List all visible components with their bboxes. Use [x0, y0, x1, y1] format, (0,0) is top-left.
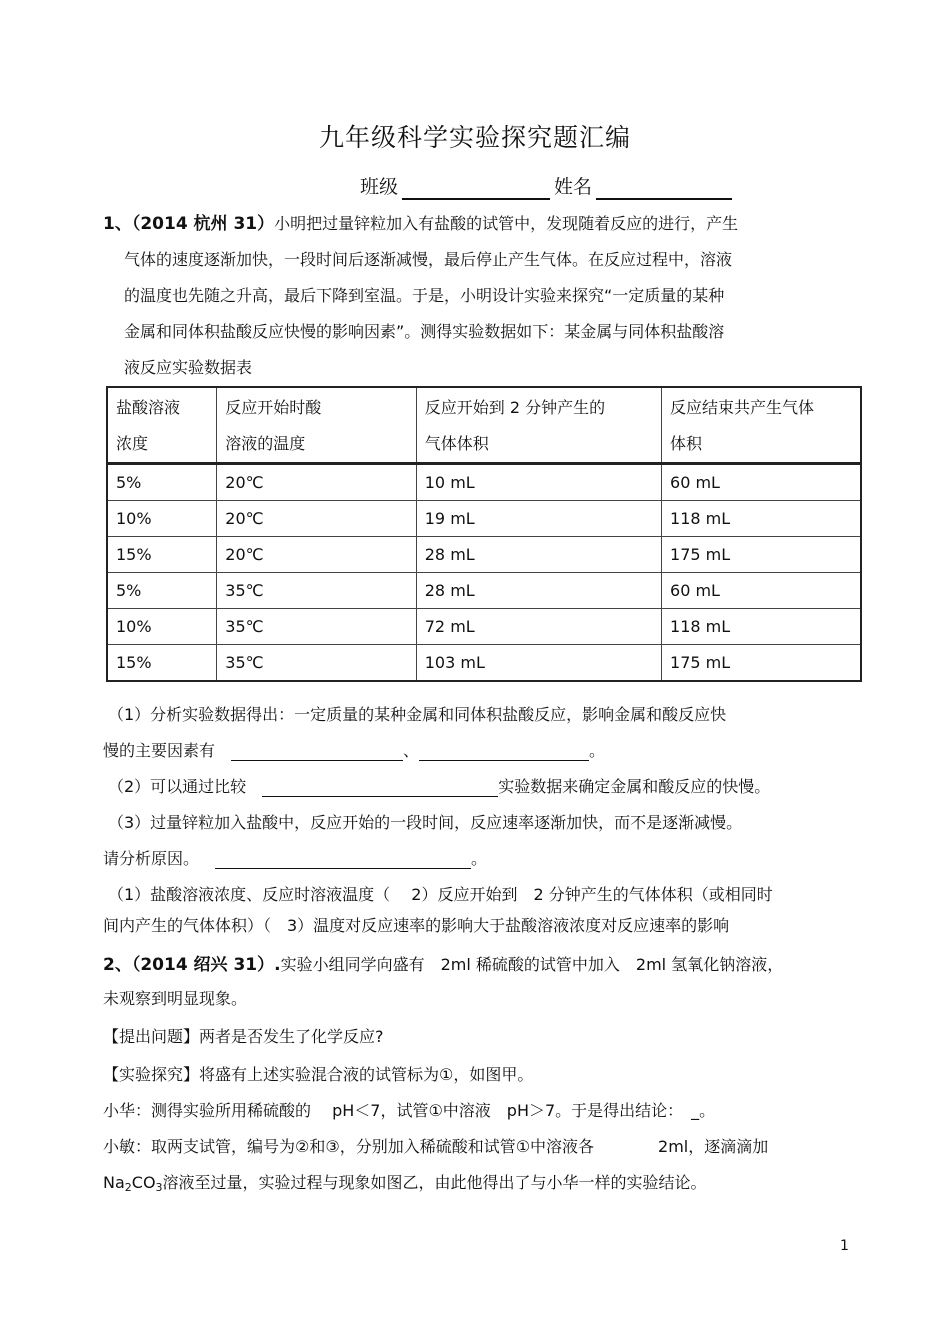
period: 。: [471, 849, 488, 868]
table-cell: 5%: [107, 573, 217, 609]
q1-number: 1、（2014 杭州 31）: [103, 214, 275, 234]
class-name-line: [360, 174, 736, 200]
table-row: [107, 573, 861, 609]
class-blank[interactable]: [402, 176, 550, 200]
table-header-cell: 反应开始时酸 溶液的温度: [217, 387, 416, 464]
q2-number: 2、（2014 绍兴 31）.: [103, 955, 281, 975]
table-cell: 5%: [107, 464, 217, 501]
table-row: [107, 537, 861, 573]
table-cell: 10 mL: [416, 464, 661, 501]
q2-line-1: [103, 955, 783, 975]
q2-xiaomin-line-2: [103, 1173, 707, 1198]
table-cell: 19 mL: [416, 501, 661, 537]
table-cell: 35℃: [217, 645, 416, 682]
q2-xiaomin: 小敏：取两支试管，编号为②和③，分别加入稀硫酸和试管①中溶液各 2ml，逐滴滴加: [103, 1137, 769, 1156]
q2-xiaohua: 小华：测得实验所用稀硫酸的 pH＜7，试管①中溶液 pH＞7。于是得出结论： _。: [103, 1101, 716, 1120]
q1-sub3-line-2: [103, 849, 487, 869]
q1-answer-line-2: 间内产生的气体体积）（ 3）温度对反应速率的影响大于盐酸溶液浓度对反应速率的影响: [103, 916, 730, 935]
class-label: 班级: [360, 176, 399, 198]
q1-line-1: [103, 214, 738, 234]
q2-text-1: 实验小组同学向盛有 2ml 稀硫酸的试管中加入 2ml 氢氧化钠溶液，: [280, 955, 784, 974]
table-cell: 60 mL: [662, 464, 861, 501]
name-label: 姓名: [554, 176, 593, 198]
data-table: [106, 386, 862, 682]
answer-blank-compare[interactable]: [262, 778, 498, 797]
table-cell: 103 mL: [416, 645, 661, 682]
table-header-cell: 盐酸溶液 浓度: [107, 387, 217, 464]
q1-sub2-text-end: 实验数据来确定金属和酸反应的快慢。: [498, 777, 771, 796]
formula-na: Na: [103, 1173, 125, 1192]
formula-sub-3: 3: [155, 1181, 163, 1194]
q1-text-1: 小明把过量锌粒加入有盐酸的试管中，发现随着反应的进行，产生: [274, 214, 739, 233]
q2-question: 【提出问题】两者是否发生了化学反应?: [103, 1027, 384, 1046]
q1-line-2: 气体的速度逐渐加快，一段时间后逐渐减慢，最后停止产生气体。在反应过程中，溶液: [124, 250, 733, 269]
table-row: [107, 609, 861, 645]
separator: 、: [403, 741, 420, 760]
q1-sub1-text: 慢的主要因素有: [103, 741, 216, 760]
table-cell: 28 mL: [416, 537, 661, 573]
answer-blank-factor-1[interactable]: [231, 742, 403, 761]
page-number: 1: [840, 1238, 849, 1254]
table-cell: 175 mL: [662, 645, 861, 682]
q1-sub3-text: 请分析原因。: [103, 849, 200, 868]
q1-line-4: 金属和同体积盐酸反应快慢的影响因素”。测得实验数据如下：某金属与同体积盐酸溶: [124, 322, 725, 341]
q2-explore: 【实验探究】将盛有上述实验混合液的试管标为①，如图甲。: [103, 1065, 534, 1084]
table-row: [107, 464, 861, 501]
formula-sub-2: 2: [124, 1181, 132, 1194]
q1-sub1-line-2: [103, 741, 605, 761]
name-blank[interactable]: [596, 176, 732, 200]
page-title: 九年级科学实验探究题汇编: [318, 123, 631, 152]
table-cell: 15%: [107, 645, 217, 682]
table-cell: 10%: [107, 501, 217, 537]
table-cell: 20℃: [217, 537, 416, 573]
table-cell: 10%: [107, 609, 217, 645]
table-row: [107, 645, 861, 682]
q1-sub3-line-1: （3）过量锌粒加入盐酸中，反应开始的一段时间，反应速率逐渐加快，而不是逐渐减慢。: [108, 813, 743, 832]
table-header-cell: 反应结束共产生气体 体积: [662, 387, 861, 464]
answer-blank-reason[interactable]: [215, 850, 471, 869]
table-cell: 28 mL: [416, 573, 661, 609]
answer-blank-factor-2[interactable]: [419, 742, 589, 761]
table-cell: 15%: [107, 537, 217, 573]
q2-xiaomin-text-2: 溶液至过量，实验过程与现象如图乙，由此他得出了与小华一样的实验结论。: [162, 1173, 707, 1192]
table-cell: 118 mL: [662, 501, 861, 537]
q1-sub2-line: [108, 777, 770, 797]
q1-sub1-line-1: （1）分析实验数据得出：一定质量的某种金属和同体积盐酸反应，影响金属和酸反应快: [108, 705, 727, 724]
table-cell: 35℃: [217, 609, 416, 645]
table-header-row: [107, 387, 861, 464]
table-cell: 118 mL: [662, 609, 861, 645]
q1-answer-line-1: （1）盐酸溶液浓度、反应时溶液温度（ 2）反应开始到 2 分钟产生的气体体积（或相同时: [108, 885, 773, 904]
table-cell: 20℃: [217, 501, 416, 537]
table-header-cell: 反应开始到 2 分钟产生的 气体体积: [416, 387, 661, 464]
q1-sub2-text: （2）可以通过比较: [108, 777, 247, 796]
table-cell: 175 mL: [662, 537, 861, 573]
table-row: [107, 501, 861, 537]
q1-line-3: 的温度也先随之升高，最后下降到室温。于是，小明设计实验来探究“一定质量的某种: [124, 286, 725, 305]
q2-line-2: 未观察到明显现象。: [103, 989, 248, 1008]
table-cell: 60 mL: [662, 573, 861, 609]
table-cell: 20℃: [217, 464, 416, 501]
table-cell: 35℃: [217, 573, 416, 609]
formula-co: CO: [131, 1173, 156, 1192]
period: 。: [589, 741, 606, 760]
table-cell: 72 mL: [416, 609, 661, 645]
q1-line-5: 液反应实验数据表: [124, 358, 253, 377]
